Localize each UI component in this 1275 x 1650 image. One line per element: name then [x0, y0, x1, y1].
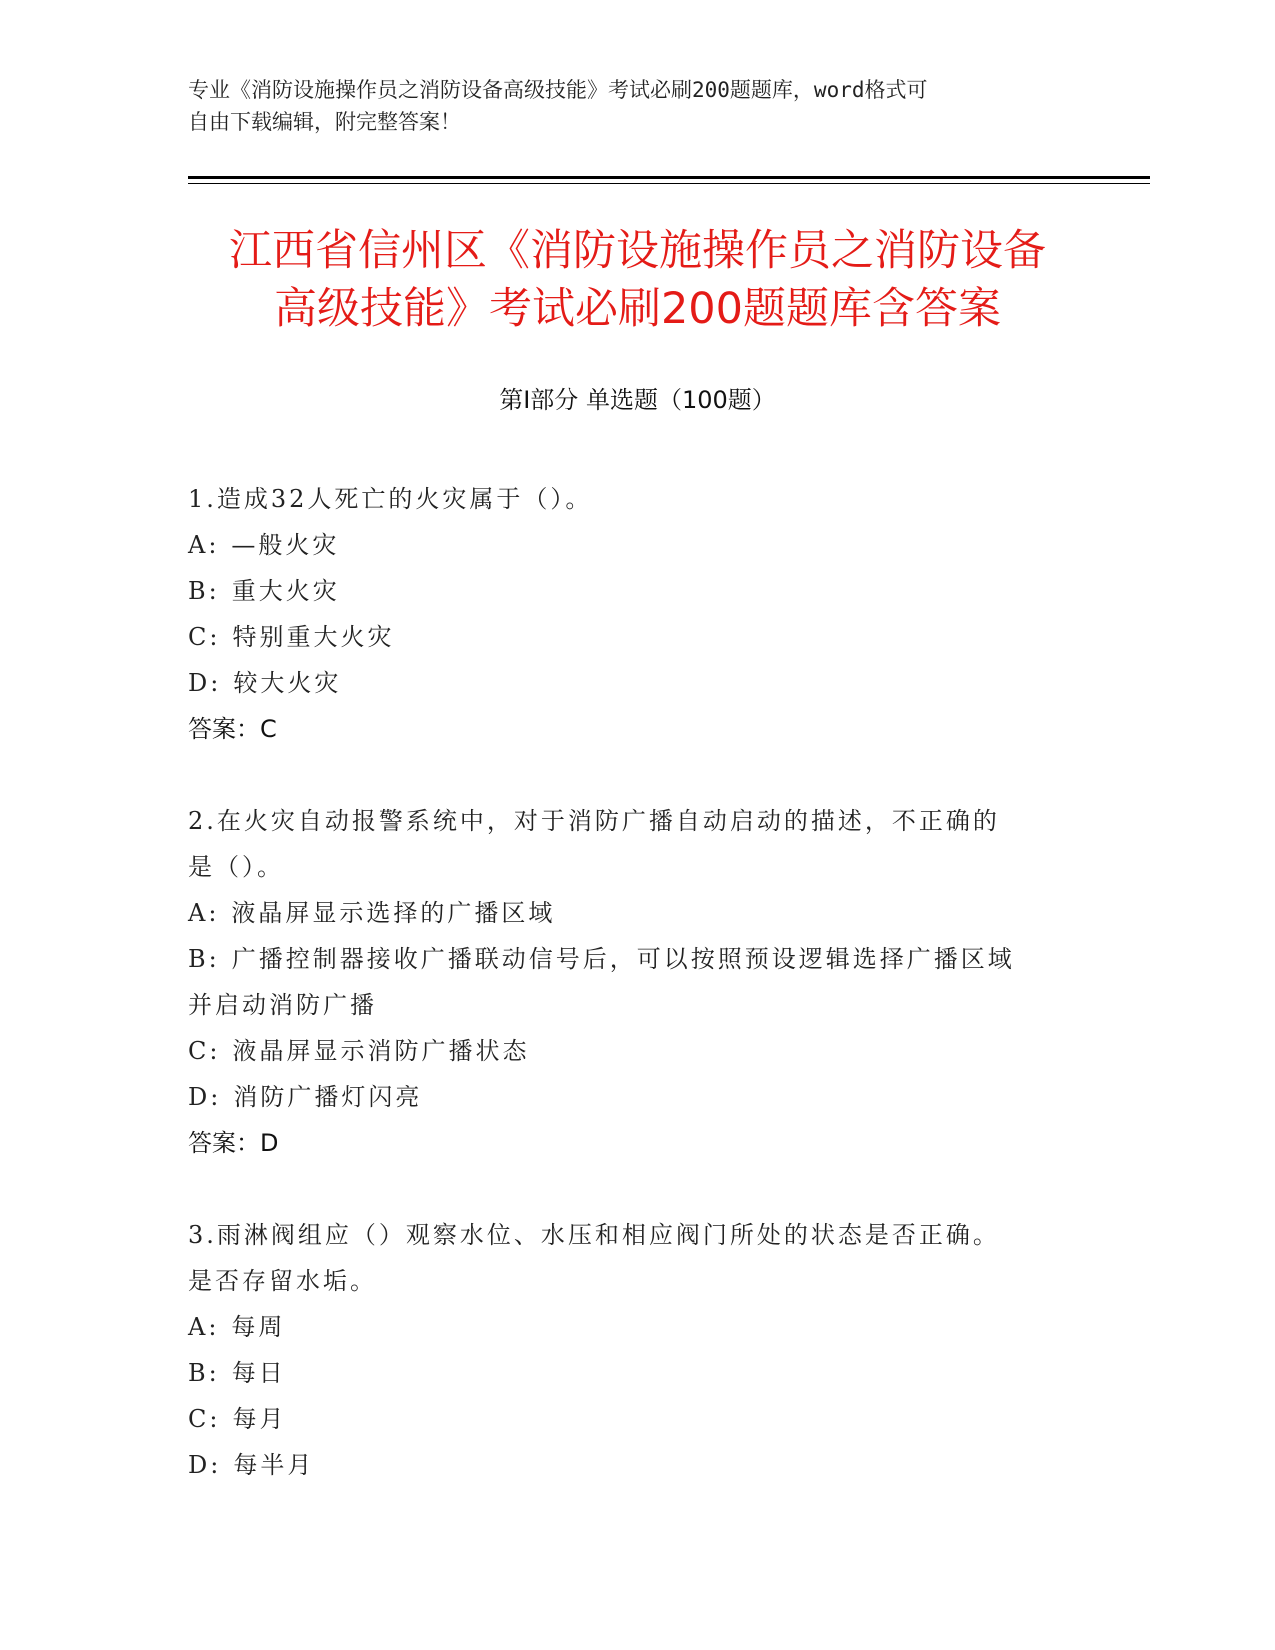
- option-key: A:: [188, 531, 220, 559]
- option-c: [188, 1028, 1068, 1074]
- option-text: 特别重大火灾: [232, 623, 395, 651]
- option-key: B:: [188, 945, 220, 973]
- option-text: 液晶屏显示选择的广播区域: [231, 899, 556, 927]
- header-note-line-1: 专业《消防设施操作员之消防设备高级技能》考试必刷200题题库，word格式可: [188, 78, 928, 102]
- option-key: D:: [188, 669, 222, 697]
- option-b: [188, 568, 1068, 614]
- option-d: [188, 1074, 1068, 1120]
- option-b-continued: 并启动消防广播: [188, 991, 377, 1019]
- header-divider-thick: [188, 176, 1150, 179]
- option-key: A:: [188, 1313, 220, 1341]
- document-title-line-1: 江西省信州区《消防设施操作员之消防设备: [229, 226, 1046, 276]
- question-3: [188, 1212, 1068, 1488]
- option-text: 每月: [232, 1405, 287, 1433]
- option-key: B:: [188, 577, 220, 605]
- question-stem: 2.在火灾自动报警系统中，对于消防广播自动启动的描述，不正确的: [188, 807, 1000, 835]
- question-2: [188, 798, 1068, 1166]
- section-heading: 第Ⅰ部分 单选题（100题）: [499, 386, 776, 414]
- option-key: A:: [188, 899, 220, 927]
- answer-label: 答案：D: [188, 1129, 279, 1157]
- document-title-line-2: 高级技能》考试必刷200题题库含答案: [273, 284, 1002, 334]
- option-text: 液晶屏显示消防广播状态: [232, 1037, 530, 1065]
- question-1: [188, 476, 1068, 752]
- question-list: [188, 476, 1068, 1534]
- option-text: 每半月: [233, 1451, 315, 1479]
- option-b: [188, 936, 1068, 982]
- option-b: [188, 1350, 1068, 1396]
- option-text: —般火灾: [231, 531, 340, 559]
- option-c: [188, 614, 1068, 660]
- option-key: D:: [188, 1083, 222, 1111]
- option-a: [188, 522, 1068, 568]
- option-text: 每日: [231, 1359, 286, 1387]
- question-stem-continued: 是（）。: [188, 853, 284, 881]
- document-title: [150, 222, 1125, 338]
- option-key: B:: [188, 1359, 220, 1387]
- option-c: [188, 1396, 1068, 1442]
- question-stem: 3.雨淋阀组应（）观察水位、水压和相应阀门所处的状态是否正确。: [188, 1221, 1000, 1249]
- option-text: 消防广播灯闪亮: [233, 1083, 423, 1111]
- question-stem: 1.造成32人死亡的火灾属于（）。: [188, 485, 593, 513]
- option-text: 重大火灾: [231, 577, 340, 605]
- option-key: C:: [188, 623, 221, 651]
- header-note: [188, 74, 1068, 138]
- option-text: 较大火灾: [233, 669, 342, 697]
- option-key: C:: [188, 1405, 221, 1433]
- option-text: 每周: [231, 1313, 286, 1341]
- option-key: D:: [188, 1451, 222, 1479]
- header-divider-thin: [188, 183, 1150, 184]
- option-text: 广播控制器接收广播联动信号后，可以按照预设逻辑选择广播区域: [231, 945, 1015, 973]
- option-a: [188, 1304, 1068, 1350]
- header-note-line-2: 自由下载编辑，附完整答案！: [188, 110, 461, 134]
- question-stem-continued: 是否存留水垢。: [188, 1267, 377, 1295]
- option-d: [188, 1442, 1068, 1488]
- option-key: C:: [188, 1037, 221, 1065]
- option-d: [188, 660, 1068, 706]
- option-a: [188, 890, 1068, 936]
- answer-label: 答案：C: [188, 715, 277, 743]
